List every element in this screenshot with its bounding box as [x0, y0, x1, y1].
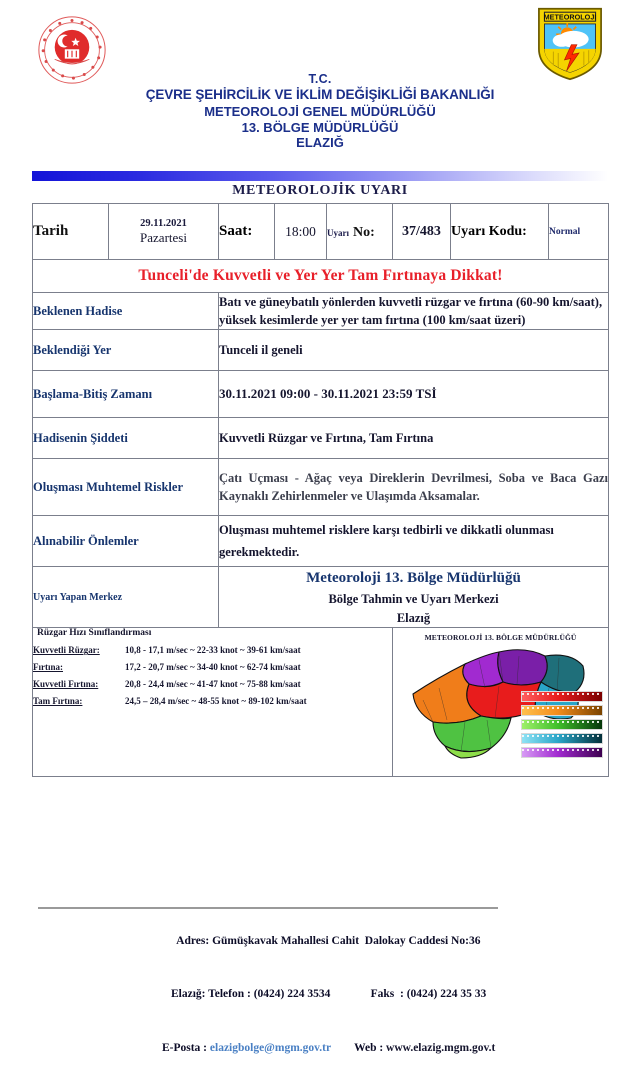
legend-bar-blue	[521, 733, 603, 744]
org-line-3: METEOROLOJİ GENEL MÜDÜRLÜĞÜ	[204, 103, 436, 119]
address-label: Adres	[176, 934, 206, 947]
row-label: Beklendiği Yer	[33, 330, 219, 371]
phone-label: Elazığ: Telefon : (0424) 224 3534	[170, 988, 331, 1001]
row-value: Batı ve güneybatılı yönlerden kuvvetli rüzgar ve fırtına (60-90 km/saat), yüksek kesimlerde yer yer tam fırtına (100 km/saat üzeri)	[219, 293, 609, 330]
org-line-5: ELAZIĞ	[296, 135, 344, 151]
legend-bar-orange	[521, 705, 603, 716]
warning-no-value: 37/483	[393, 204, 451, 260]
row-label: Hadisenin Şiddeti	[33, 418, 219, 459]
map-graphic	[393, 644, 608, 762]
row-value: Oluşması muhtemel risklere karşı tedbirli ve dikkatli olunması gerekmektedir.	[219, 516, 609, 567]
row-value: Kuvvetli Rüzgar ve Fırtına, Tam Fırtına	[219, 418, 609, 459]
row-label: Oluşması Muhtemel Riskler	[33, 459, 219, 516]
address-value: : Gümüşkavak Mahallesi Cahit Dalokay Caddesi No:36	[205, 934, 481, 947]
footer-phone-line	[0, 968, 640, 1021]
table-row-baslama-bitis	[33, 371, 609, 418]
table-row-beklenen-hadise	[33, 293, 609, 330]
wind-class-value: 20,8 - 24,4 m/sec ~ 41-47 knot ~ 75-88 km/saat	[125, 679, 301, 690]
map-title: METEOROLOJİ 13. BÖLGE MÜDÜRLÜĞÜ	[424, 633, 577, 643]
document-footer	[0, 915, 640, 1075]
center-line-2: Bölge Tahmin ve Uyarı Merkezi	[328, 591, 499, 606]
org-line-2: ÇEVRE ŞEHİRCİLİK VE İKLİM DEĞİŞİKLİĞİ BAKANLIĞI	[145, 87, 495, 103]
email-value[interactable]: elazigbolge@mgm.gov.tr	[209, 1041, 332, 1054]
wind-class-name: Kuvvetli Rüzgar:	[33, 645, 100, 656]
date-label: Tarih	[33, 204, 109, 260]
row-value: Tunceli il geneli	[219, 330, 609, 371]
center-line-3: Elazığ	[396, 610, 431, 625]
web-label: Web :	[354, 1041, 387, 1054]
time-label: Saat:	[219, 204, 275, 260]
svg-text:METEOROLOJI: METEOROLOJI	[543, 12, 597, 22]
center-line-1: Meteoroloji 13. Bölge Müdürlüğü	[306, 570, 521, 587]
wind-class-row	[33, 645, 392, 655]
legend-bar-green	[521, 719, 603, 730]
web-value[interactable]: www.elazig.mgm.gov.t	[386, 1041, 496, 1054]
footer-address-line	[0, 915, 640, 968]
center-label: Uyarı Yapan Merkez	[33, 567, 219, 628]
row-value: Çatı Uçması - Ağaç veya Direklerin Devrilmesi, Soba ve Baca Gazı Kaynaklı Zehirlenmeler ve Ulaşımda Aksamalar.	[219, 459, 609, 516]
date-value: 29.11.2021	[140, 217, 187, 229]
wind-classification-title: Rüzgar Hızı Sınıflandırması	[37, 628, 152, 639]
row-label: Başlama-Bitiş Zamanı	[33, 371, 219, 418]
time-value: 18:00	[275, 204, 327, 260]
legend-bar-purple	[521, 747, 603, 758]
fax-label: Faks : (0424) 224 35 33	[370, 988, 487, 1001]
warning-no-label-small: Uyarı	[327, 227, 349, 238]
footer-contact-line	[0, 1022, 640, 1075]
wind-class-name: Kuvvetli Fırtına:	[33, 679, 99, 690]
table-row-riskler	[33, 459, 609, 516]
wind-class-value: 10,8 - 17,1 m/sec ~ 22-33 knot ~ 39-61 km/saat	[125, 645, 301, 656]
wind-class-value: 17,2 - 20,7 m/sec ~ 34-40 knot ~ 62-74 km/saat	[125, 662, 301, 673]
footer-divider	[38, 907, 498, 909]
org-line-4: 13. BÖLGE MÜDÜRLÜĞÜ	[241, 119, 399, 135]
wind-classification-panel	[33, 628, 393, 777]
wind-class-value: 24,5 – 28,4 m/sec ~ 48-55 knot ~ 89-102 km/saat	[125, 696, 307, 707]
org-line-1: T.C.	[308, 72, 332, 86]
map-legend	[521, 691, 603, 761]
wind-class-row	[33, 679, 392, 689]
table-row-hadisenin-siddeti	[33, 418, 609, 459]
row-label: Beklenen Hadise	[33, 293, 219, 330]
wind-class-row	[33, 696, 392, 706]
wind-class-name: Tam Fırtına:	[33, 696, 83, 707]
headline-row	[33, 260, 609, 293]
warning-code-value: Normal	[549, 204, 609, 260]
date-value-cell	[109, 204, 219, 260]
headline-text: Tunceli'de Kuvvetli ve Yer Yer Tam Fırtınaya Dikkat!	[33, 260, 609, 293]
region-map-panel	[393, 628, 609, 777]
bottom-panel-row	[33, 628, 609, 777]
table-row-beklendigi-yer	[33, 330, 609, 371]
email-label: E-Posta :	[161, 1041, 210, 1054]
warning-no-label-big: No:	[353, 224, 375, 240]
warning-code-label: Uyarı Kodu:	[451, 204, 549, 260]
table-row-onlemler	[33, 516, 609, 567]
row-value: 30.11.2021 09:00 - 30.11.2021 23:59 TSİ	[219, 371, 609, 418]
warning-no-label	[327, 204, 393, 260]
organization-title	[0, 72, 640, 151]
warning-table	[32, 203, 609, 777]
table-row-merkez	[33, 567, 609, 628]
row-label: Alınabilir Önlemler	[33, 516, 219, 567]
blue-gradient-bar	[32, 171, 608, 181]
document-header	[0, 0, 640, 168]
center-value-cell	[219, 567, 609, 628]
wind-class-name: Fırtına:	[33, 662, 63, 673]
day-value: Pazartesi	[140, 229, 187, 245]
legend-bar-red	[521, 691, 603, 702]
wind-class-row	[33, 662, 392, 672]
info-row	[33, 204, 609, 260]
page-title: METEOROLOJİK UYARI	[232, 183, 408, 198]
meteoroloji-shield-logo-icon	[534, 6, 606, 82]
